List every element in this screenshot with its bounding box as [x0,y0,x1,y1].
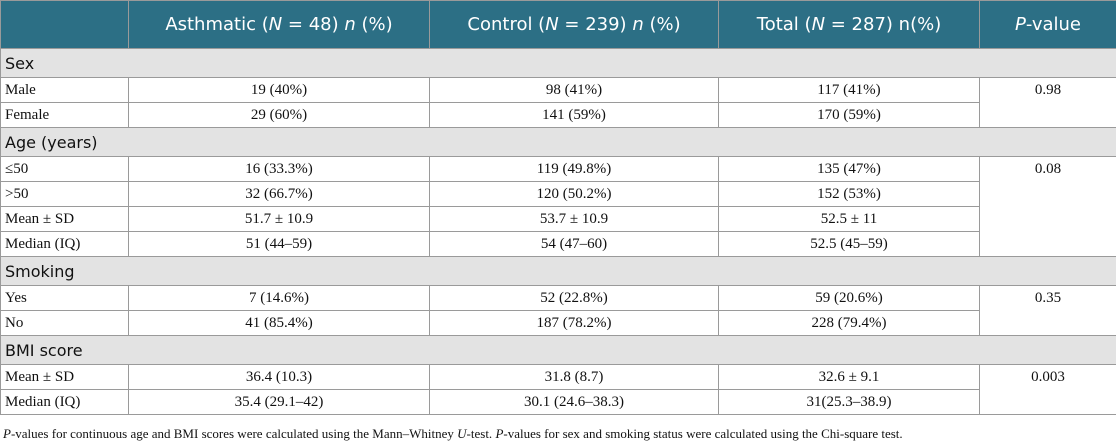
asthmatic-cell: 16 (33.3%) [129,157,430,182]
control-cell: 187 (78.2%) [430,311,719,336]
table-row [1,182,1116,207]
section-title: BMI score [1,336,1116,365]
p-value-cell: 0.98 [980,78,1116,128]
asthmatic-cell: 35.4 (29.1–42) [129,390,430,415]
table-row [1,390,1116,415]
total-cell: 52.5 ± 11 [719,207,980,232]
total-cell: 228 (79.4%) [719,311,980,336]
asthmatic-cell: 19 (40%) [129,78,430,103]
asthmatic-cell: 51.7 ± 10.9 [129,207,430,232]
table-row [1,103,1116,128]
p-value-cell: 0.003 [980,365,1116,415]
table-row [1,311,1116,336]
control-cell: 52 (22.8%) [430,286,719,311]
header-control: Control (N = 239) n (%) [430,1,719,49]
header-asthmatic: Asthmatic (N = 48) n (%) [129,1,430,49]
section-row-smoking [1,257,1116,286]
asthmatic-cell: 41 (85.4%) [129,311,430,336]
control-cell: 53.7 ± 10.9 [430,207,719,232]
section-row-age [1,128,1116,157]
row-label: Female [1,103,129,128]
section-title: Smoking [1,257,1116,286]
row-label: Median (IQ) [1,390,129,415]
total-cell: 31(25.3–38.9) [719,390,980,415]
row-label: ≤50 [1,157,129,182]
header-blank [1,1,129,49]
control-cell: 98 (41%) [430,78,719,103]
table-row [1,365,1116,390]
control-cell: 54 (47–60) [430,232,719,257]
header-total: Total (N = 287) n(%) [719,1,980,49]
asthmatic-cell: 7 (14.6%) [129,286,430,311]
total-cell: 170 (59%) [719,103,980,128]
asthmatic-cell: 36.4 (10.3) [129,365,430,390]
table-row [1,78,1116,103]
total-cell: 59 (20.6%) [719,286,980,311]
row-label: >50 [1,182,129,207]
section-row-bmi [1,336,1116,365]
asthmatic-cell: 32 (66.7%) [129,182,430,207]
total-cell: 52.5 (45–59) [719,232,980,257]
control-cell: 31.8 (8.7) [430,365,719,390]
control-cell: 141 (59%) [430,103,719,128]
control-cell: 30.1 (24.6–38.3) [430,390,719,415]
control-cell: 120 (50.2%) [430,182,719,207]
section-title: Age (years) [1,128,1116,157]
row-label: Median (IQ) [1,232,129,257]
total-cell: 117 (41%) [719,78,980,103]
table-footnote: P-values for continuous age and BMI scores were calculated using the Mann–Whitney U-test. P-values for sex and smoking status were calculated using the Chi-square test. [3,426,903,441]
total-cell: 135 (47%) [719,157,980,182]
section-title: Sex [1,49,1116,78]
p-value-cell: 0.35 [980,286,1116,336]
row-label: Mean ± SD [1,207,129,232]
table-row [1,207,1116,232]
row-label: Male [1,78,129,103]
section-row-sex [1,49,1116,78]
header-p-value: P-value [980,1,1116,49]
table-row [1,232,1116,257]
row-label: Mean ± SD [1,365,129,390]
control-cell: 119 (49.8%) [430,157,719,182]
table-row [1,286,1116,311]
total-cell: 32.6 ± 9.1 [719,365,980,390]
asthmatic-cell: 51 (44–59) [129,232,430,257]
header-row [1,1,1116,49]
asthmatic-cell: 29 (60%) [129,103,430,128]
row-label: Yes [1,286,129,311]
total-cell: 152 (53%) [719,182,980,207]
p-value-cell: 0.08 [980,157,1116,257]
table-row [1,157,1116,182]
row-label: No [1,311,129,336]
